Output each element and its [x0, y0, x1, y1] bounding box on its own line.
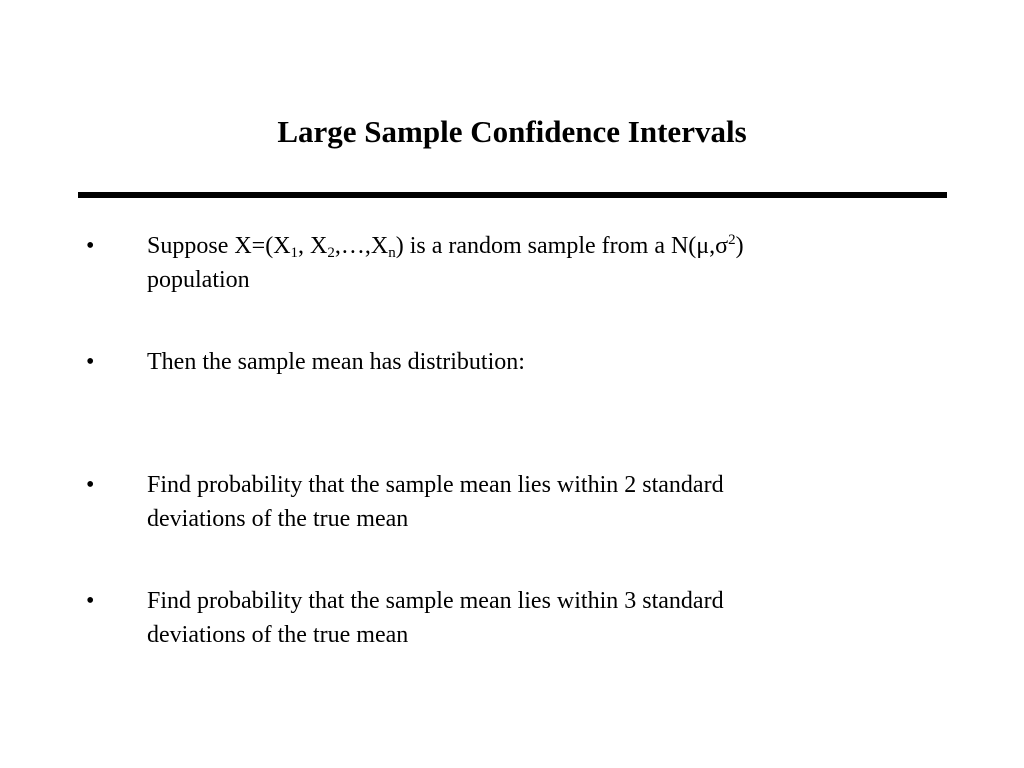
text-line: deviations of the true mean — [147, 506, 409, 532]
text-segment: Suppose X=(X — [147, 233, 291, 259]
slide-title: Large Sample Confidence Intervals — [277, 114, 747, 149]
superscript: 2 — [728, 232, 736, 248]
bullet-marker: • — [86, 472, 95, 498]
bullet-marker: • — [86, 349, 95, 375]
text-line: Find probability that the sample mean lies within 2 standard — [147, 472, 724, 498]
text-segment: , X — [298, 233, 328, 259]
bullet-marker: • — [86, 233, 95, 259]
text-line: deviations of the true mean — [147, 622, 409, 648]
bullet-marker: • — [86, 588, 95, 614]
subscript: 1 — [290, 245, 299, 261]
text-segment: ) is a random sample from a N(μ,σ — [395, 233, 729, 259]
subscript: n — [388, 245, 396, 261]
bullet-text — [147, 468, 907, 536]
text-segment: ,…,X — [334, 233, 389, 259]
bullet-text: Then the sample mean has distribution: — [147, 349, 525, 375]
text-continuation: population — [147, 267, 250, 293]
text-line: Find probability that the sample mean lies within 3 standard — [147, 588, 724, 614]
subscript: 2 — [327, 245, 335, 261]
text-segment: ) — [735, 233, 744, 259]
bullet-text — [147, 229, 907, 297]
bullet-text — [147, 584, 907, 652]
